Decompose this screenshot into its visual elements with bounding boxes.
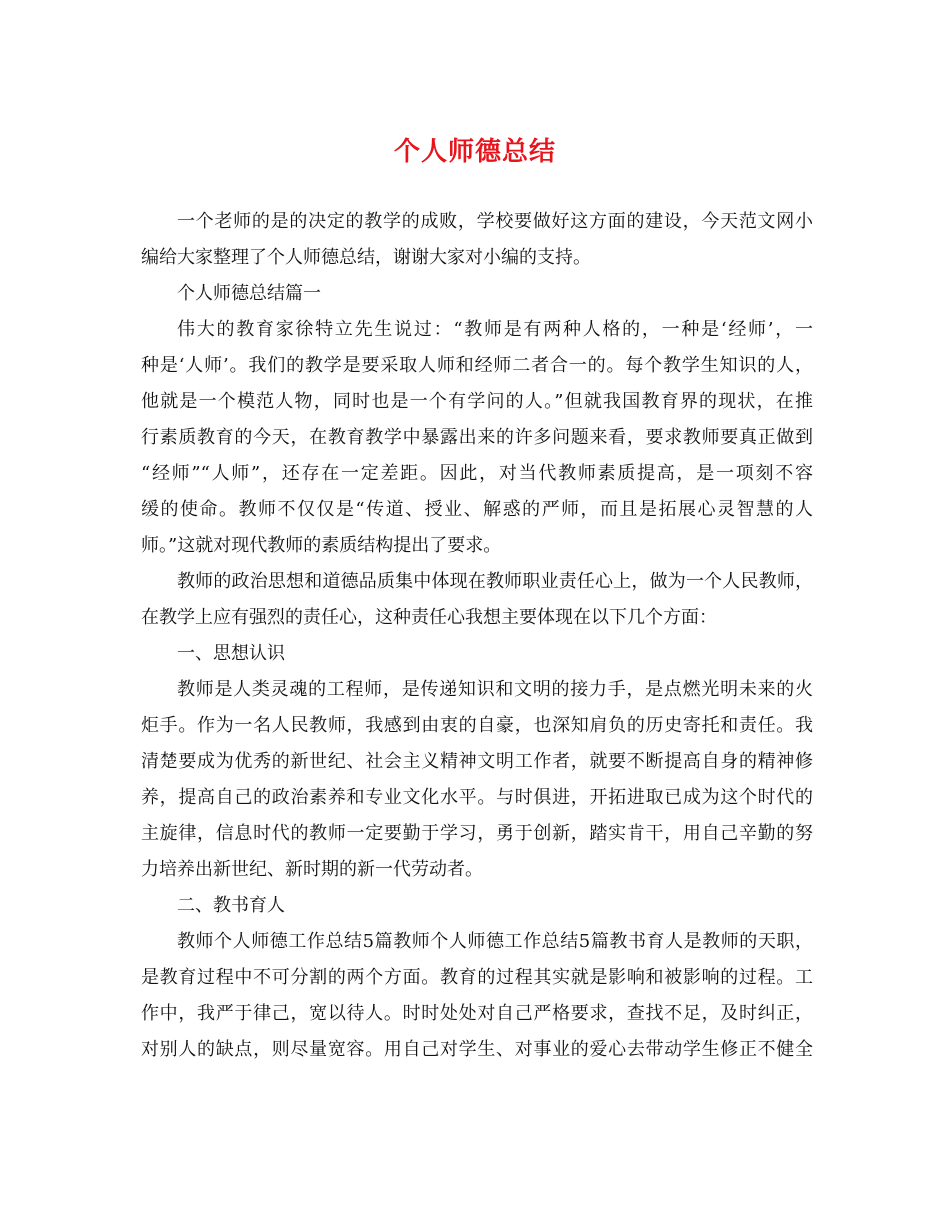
paragraph-line: 教师的政治思想和道德品质集中体现在教师职业责任心上，做为一个人民教师， xyxy=(177,571,813,592)
paragraph-line: 个人师德总结篇一 xyxy=(177,283,321,304)
paragraph-line: 炬手。作为一名人民教师，我感到由衷的自豪，也深知肩负的历史寄托和责任。我 xyxy=(141,715,813,736)
document-title: 个人师德总结 xyxy=(393,137,556,167)
paragraph-line: 伟大的教育家徐特立先生说过：“教师是有两种人格的，一种是‘经师’，一 xyxy=(177,319,813,340)
paragraph-line: 二、教书育人 xyxy=(177,895,285,916)
paragraph-line: 一、思想认识 xyxy=(177,643,285,664)
paragraph-line: 力培养出新世纪、新时期的新一代劳动者。 xyxy=(141,859,483,880)
paragraph-line: 作中，我严于律己，宽以待人。时时处处对自己严格要求，查找不足，及时纠正， xyxy=(141,1003,813,1024)
paragraph-line: 他就是一个模范人物，同时也是一个有学问的人。”但就我国教育界的现状，在推 xyxy=(141,391,813,412)
paragraph-line: 师。”这就对现代教师的素质结构提出了要求。 xyxy=(141,535,502,556)
paragraph-line: 在教学上应有强烈的责任心，这种责任心我想主要体现在以下几个方面： xyxy=(141,607,717,628)
paragraph-line: 是教育过程中不可分割的两个方面。教育的过程其实就是影响和被影响的过程。工 xyxy=(141,967,813,988)
paragraph-line: 主旋律，信息时代的教师一定要勤于学习，勇于创新，踏实肯干，用自己辛勤的努 xyxy=(141,823,813,844)
paragraph-line: 种是‘人师’。我们的教学是要采取人师和经师二者合一的。每个教学生知识的人， xyxy=(141,355,813,376)
paragraph-line: 对别人的缺点，则尽量宽容。用自己对学生、对事业的爱心去带动学生修正不健全 xyxy=(141,1039,813,1060)
paragraph-line: 教师是人类灵魂的工程师，是传递知识和文明的接力手，是点燃光明未来的火 xyxy=(177,679,813,700)
paragraph-line: 行素质教育的今天，在教育教学中暴露出来的许多问题来看，要求教师要真正做到 xyxy=(141,427,813,448)
paragraph-line: 养，提高自己的政治素养和专业文化水平。与时俱进，开拓进取已成为这个时代的 xyxy=(141,787,813,808)
paragraph-line: 清楚要成为优秀的新世纪、社会主义精神文明工作者，就要不断提高自身的精神修 xyxy=(141,751,813,772)
paragraph-line: 一个老师的是的决定的教学的成败，学校要做好这方面的建设，今天范文网小 xyxy=(177,211,813,232)
paragraph-line: 教师个人师德工作总结5篇教师个人师德工作总结5篇教书育人是教师的天职， xyxy=(177,931,813,952)
document-body xyxy=(141,204,813,1068)
paragraph-line: “经师”“人师”，还存在一定差距。因此，对当代教师素质提高，是一项刻不容 xyxy=(141,463,813,484)
paragraph-line: 缓的使命。教师不仅仅是“传道、授业、解惑的严师，而且是拓展心灵智慧的人 xyxy=(141,499,813,520)
paragraph-line: 编给大家整理了个人师德总结，谢谢大家对小编的支持。 xyxy=(141,247,591,268)
